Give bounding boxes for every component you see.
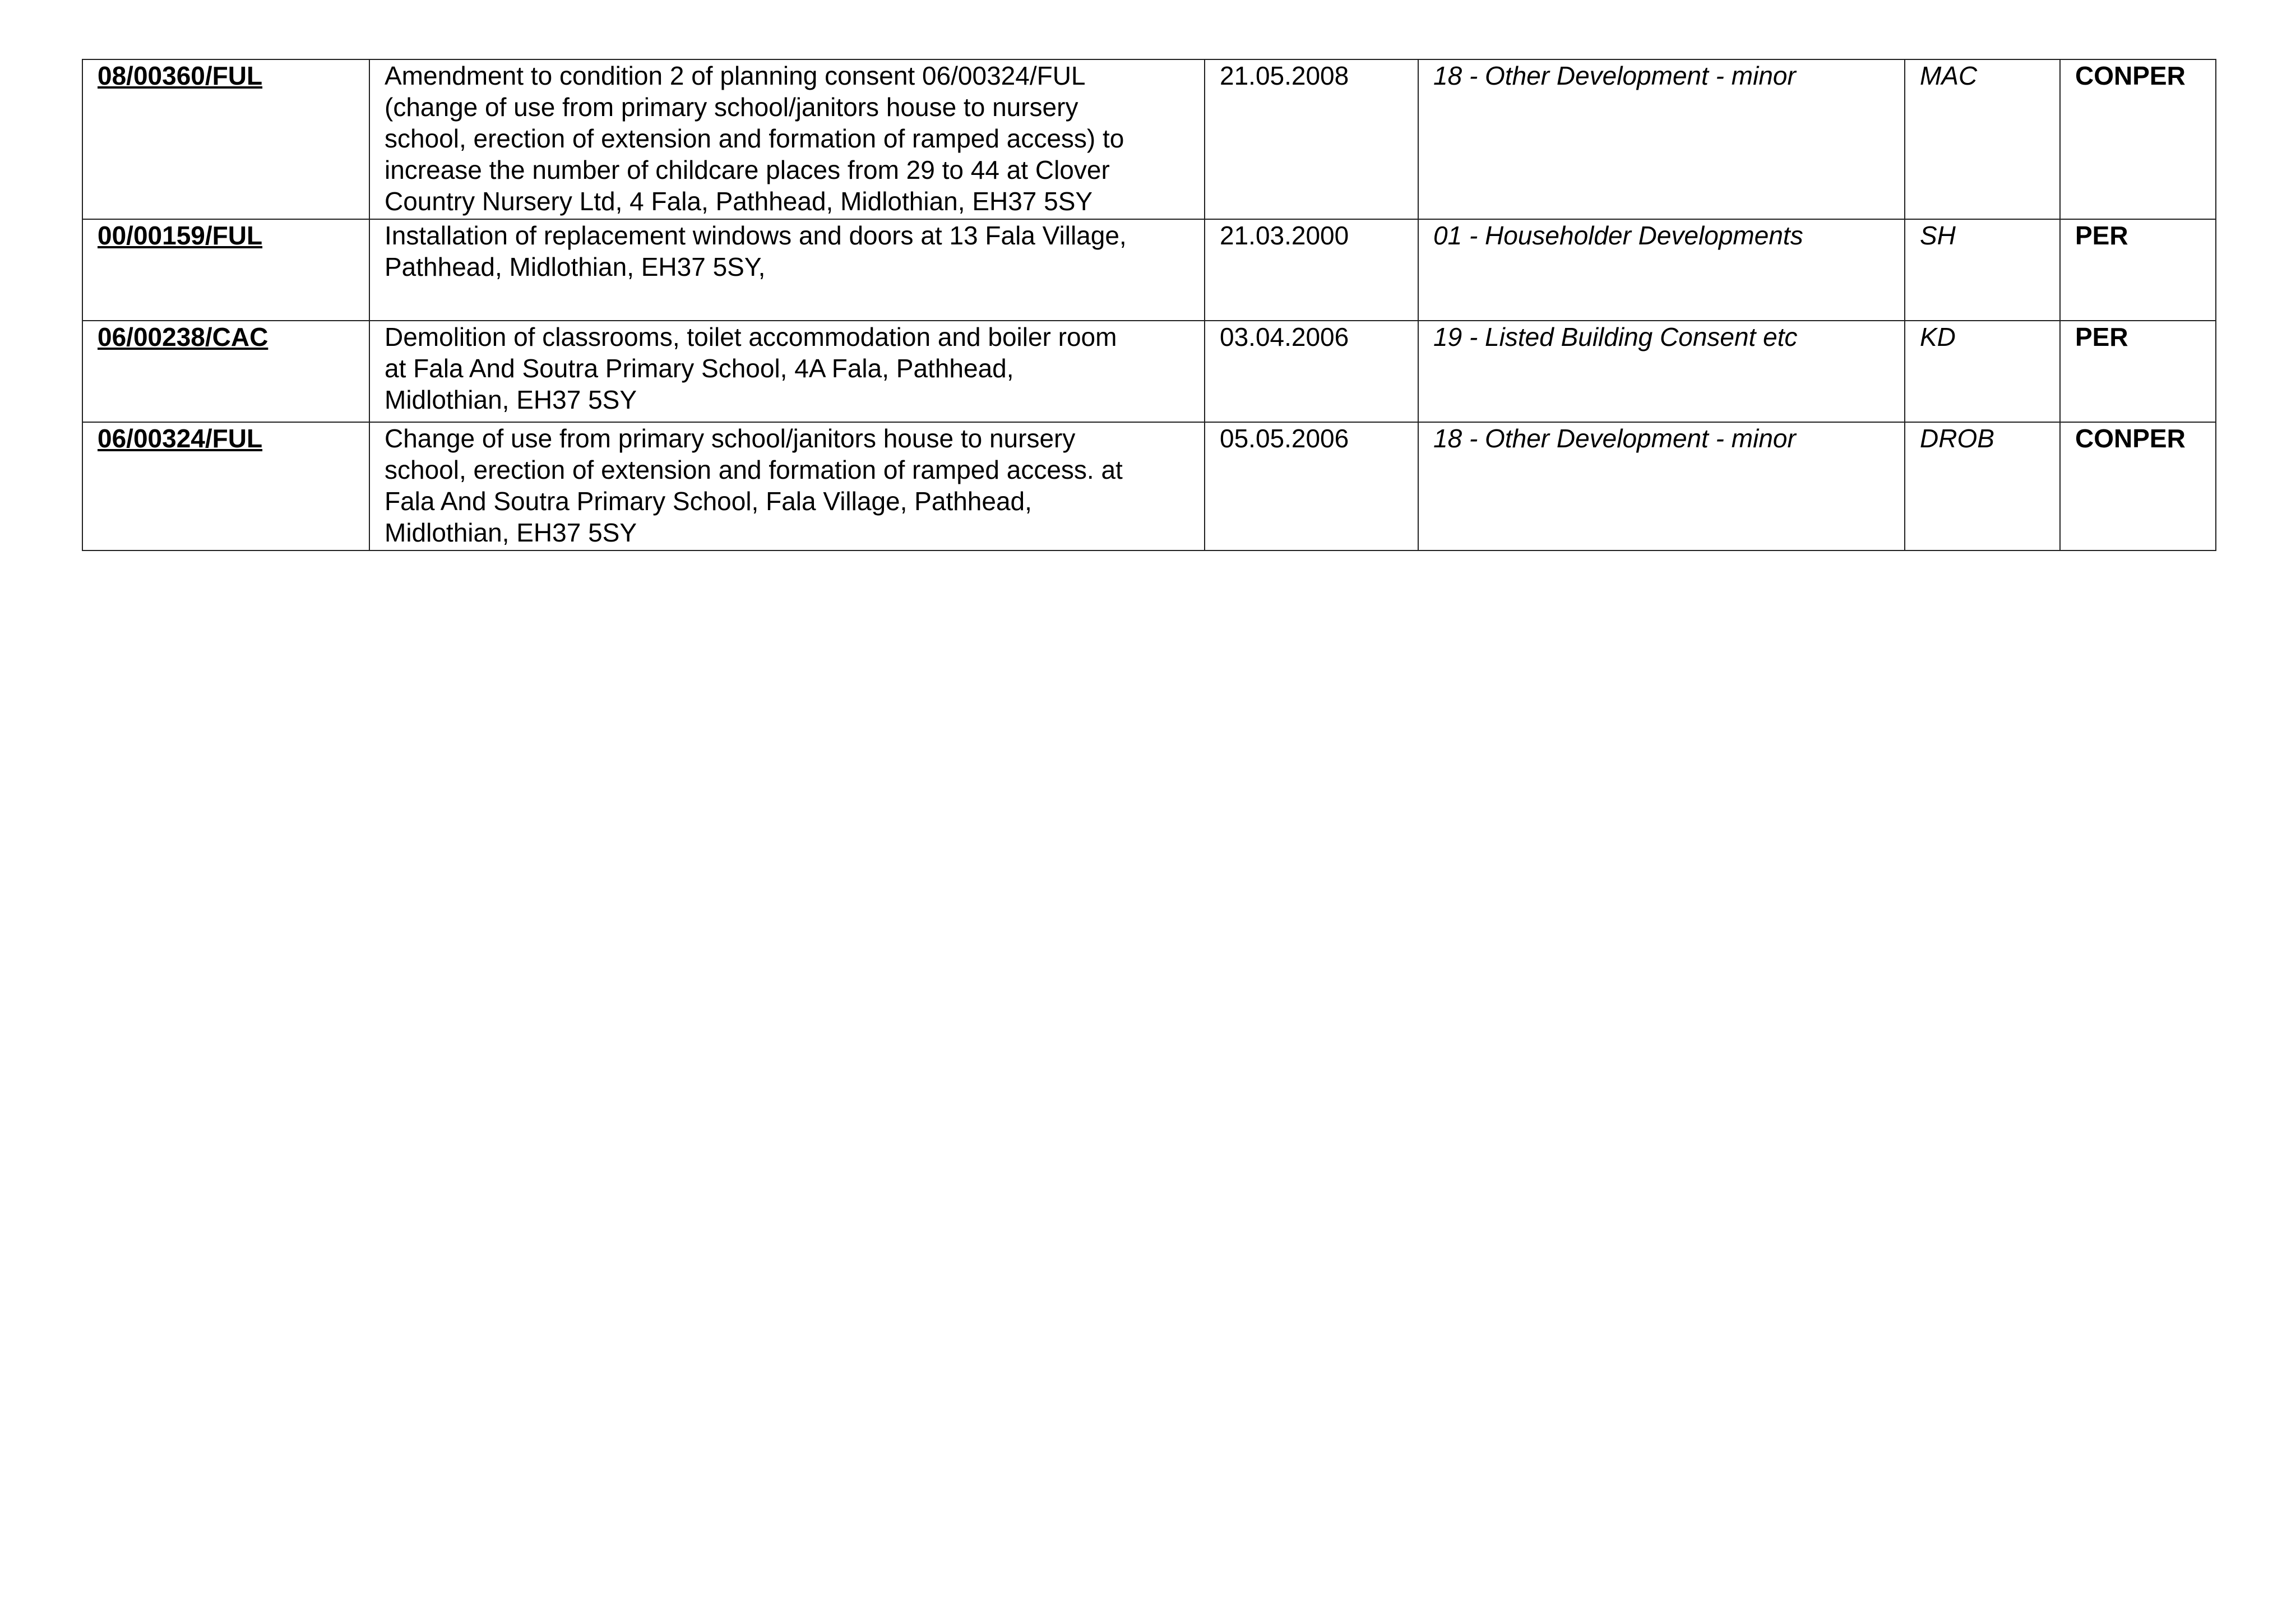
type-cell: [1418, 59, 1905, 219]
application-date: 03.04.2006: [1220, 322, 1349, 351]
development-type: 01 - Householder Developments: [1433, 221, 1803, 250]
description-line: Installation of replacement windows and doors at 13 Fala Village,: [385, 221, 1127, 250]
date-cell: [1205, 321, 1418, 422]
type-cell: [1418, 219, 1905, 321]
decision-cell: [2060, 59, 2216, 219]
description-line: Midlothian, EH37 5SY: [385, 518, 637, 547]
case-officer: DROB: [1920, 424, 1994, 453]
planning-applications-table: [82, 59, 2216, 551]
table-row: [82, 422, 2216, 550]
description-line: Country Nursery Ltd, 4 Fala, Pathhead, Midlothian, EH37 5SY: [385, 187, 1093, 216]
date-cell: [1205, 422, 1418, 550]
officer-cell: [1905, 59, 2060, 219]
description-line: (change of use from primary school/janitors house to nursery: [385, 92, 1078, 122]
description-line: Pathhead, Midlothian, EH37 5SY,: [385, 252, 766, 281]
case-officer: MAC: [1920, 61, 1978, 90]
case-officer: KD: [1920, 322, 1956, 351]
description-cell: [369, 321, 1205, 422]
application-reference-link[interactable]: 06/00324/FUL: [98, 424, 263, 453]
reference-cell: [82, 219, 369, 321]
table-row: [82, 219, 2216, 321]
development-type: 18 - Other Development - minor: [1433, 61, 1796, 90]
reference-cell: [82, 422, 369, 550]
application-reference-link[interactable]: 08/00360/FUL: [98, 61, 263, 90]
decision-code: PER: [2075, 221, 2128, 250]
decision-cell: [2060, 422, 2216, 550]
table-row: [82, 321, 2216, 422]
type-cell: [1418, 321, 1905, 422]
description-line: Midlothian, EH37 5SY: [385, 385, 637, 414]
decision-code: CONPER: [2075, 424, 2186, 453]
case-officer: SH: [1920, 221, 1956, 250]
description-line: Fala And Soutra Primary School, Fala Village, Pathhead,: [385, 487, 1032, 516]
application-reference-link[interactable]: 00/00159/FUL: [98, 221, 263, 250]
application-reference-link[interactable]: 06/00238/CAC: [98, 322, 269, 351]
decision-cell: [2060, 321, 2216, 422]
officer-cell: [1905, 422, 2060, 550]
description-cell: [369, 422, 1205, 550]
development-type: 19 - Listed Building Consent etc: [1433, 322, 1798, 351]
date-cell: [1205, 59, 1418, 219]
description-line: Amendment to condition 2 of planning consent 06/00324/FUL: [385, 61, 1086, 90]
description-line: school, erection of extension and formation of ramped access) to: [385, 124, 1124, 153]
table-row: [82, 59, 2216, 219]
description-line: Demolition of classrooms, toilet accommodation and boiler room: [385, 322, 1117, 351]
decision-cell: [2060, 219, 2216, 321]
description-line: school, erection of extension and formation of ramped access. at: [385, 455, 1123, 484]
application-date: 21.05.2008: [1220, 61, 1349, 90]
application-date: 21.03.2000: [1220, 221, 1349, 250]
description-line: increase the number of childcare places from 29 to 44 at Clover: [385, 155, 1110, 184]
description-line: Change of use from primary school/janitors house to nursery: [385, 424, 1076, 453]
type-cell: [1418, 422, 1905, 550]
date-cell: [1205, 219, 1418, 321]
officer-cell: [1905, 321, 2060, 422]
decision-code: PER: [2075, 322, 2128, 351]
officer-cell: [1905, 219, 2060, 321]
description-cell: [369, 59, 1205, 219]
reference-cell: [82, 59, 369, 219]
development-type: 18 - Other Development - minor: [1433, 424, 1796, 453]
reference-cell: [82, 321, 369, 422]
description-cell: [369, 219, 1205, 321]
application-date: 05.05.2006: [1220, 424, 1349, 453]
decision-code: CONPER: [2075, 61, 2186, 90]
description-line: at Fala And Soutra Primary School, 4A Fala, Pathhead,: [385, 354, 1014, 383]
